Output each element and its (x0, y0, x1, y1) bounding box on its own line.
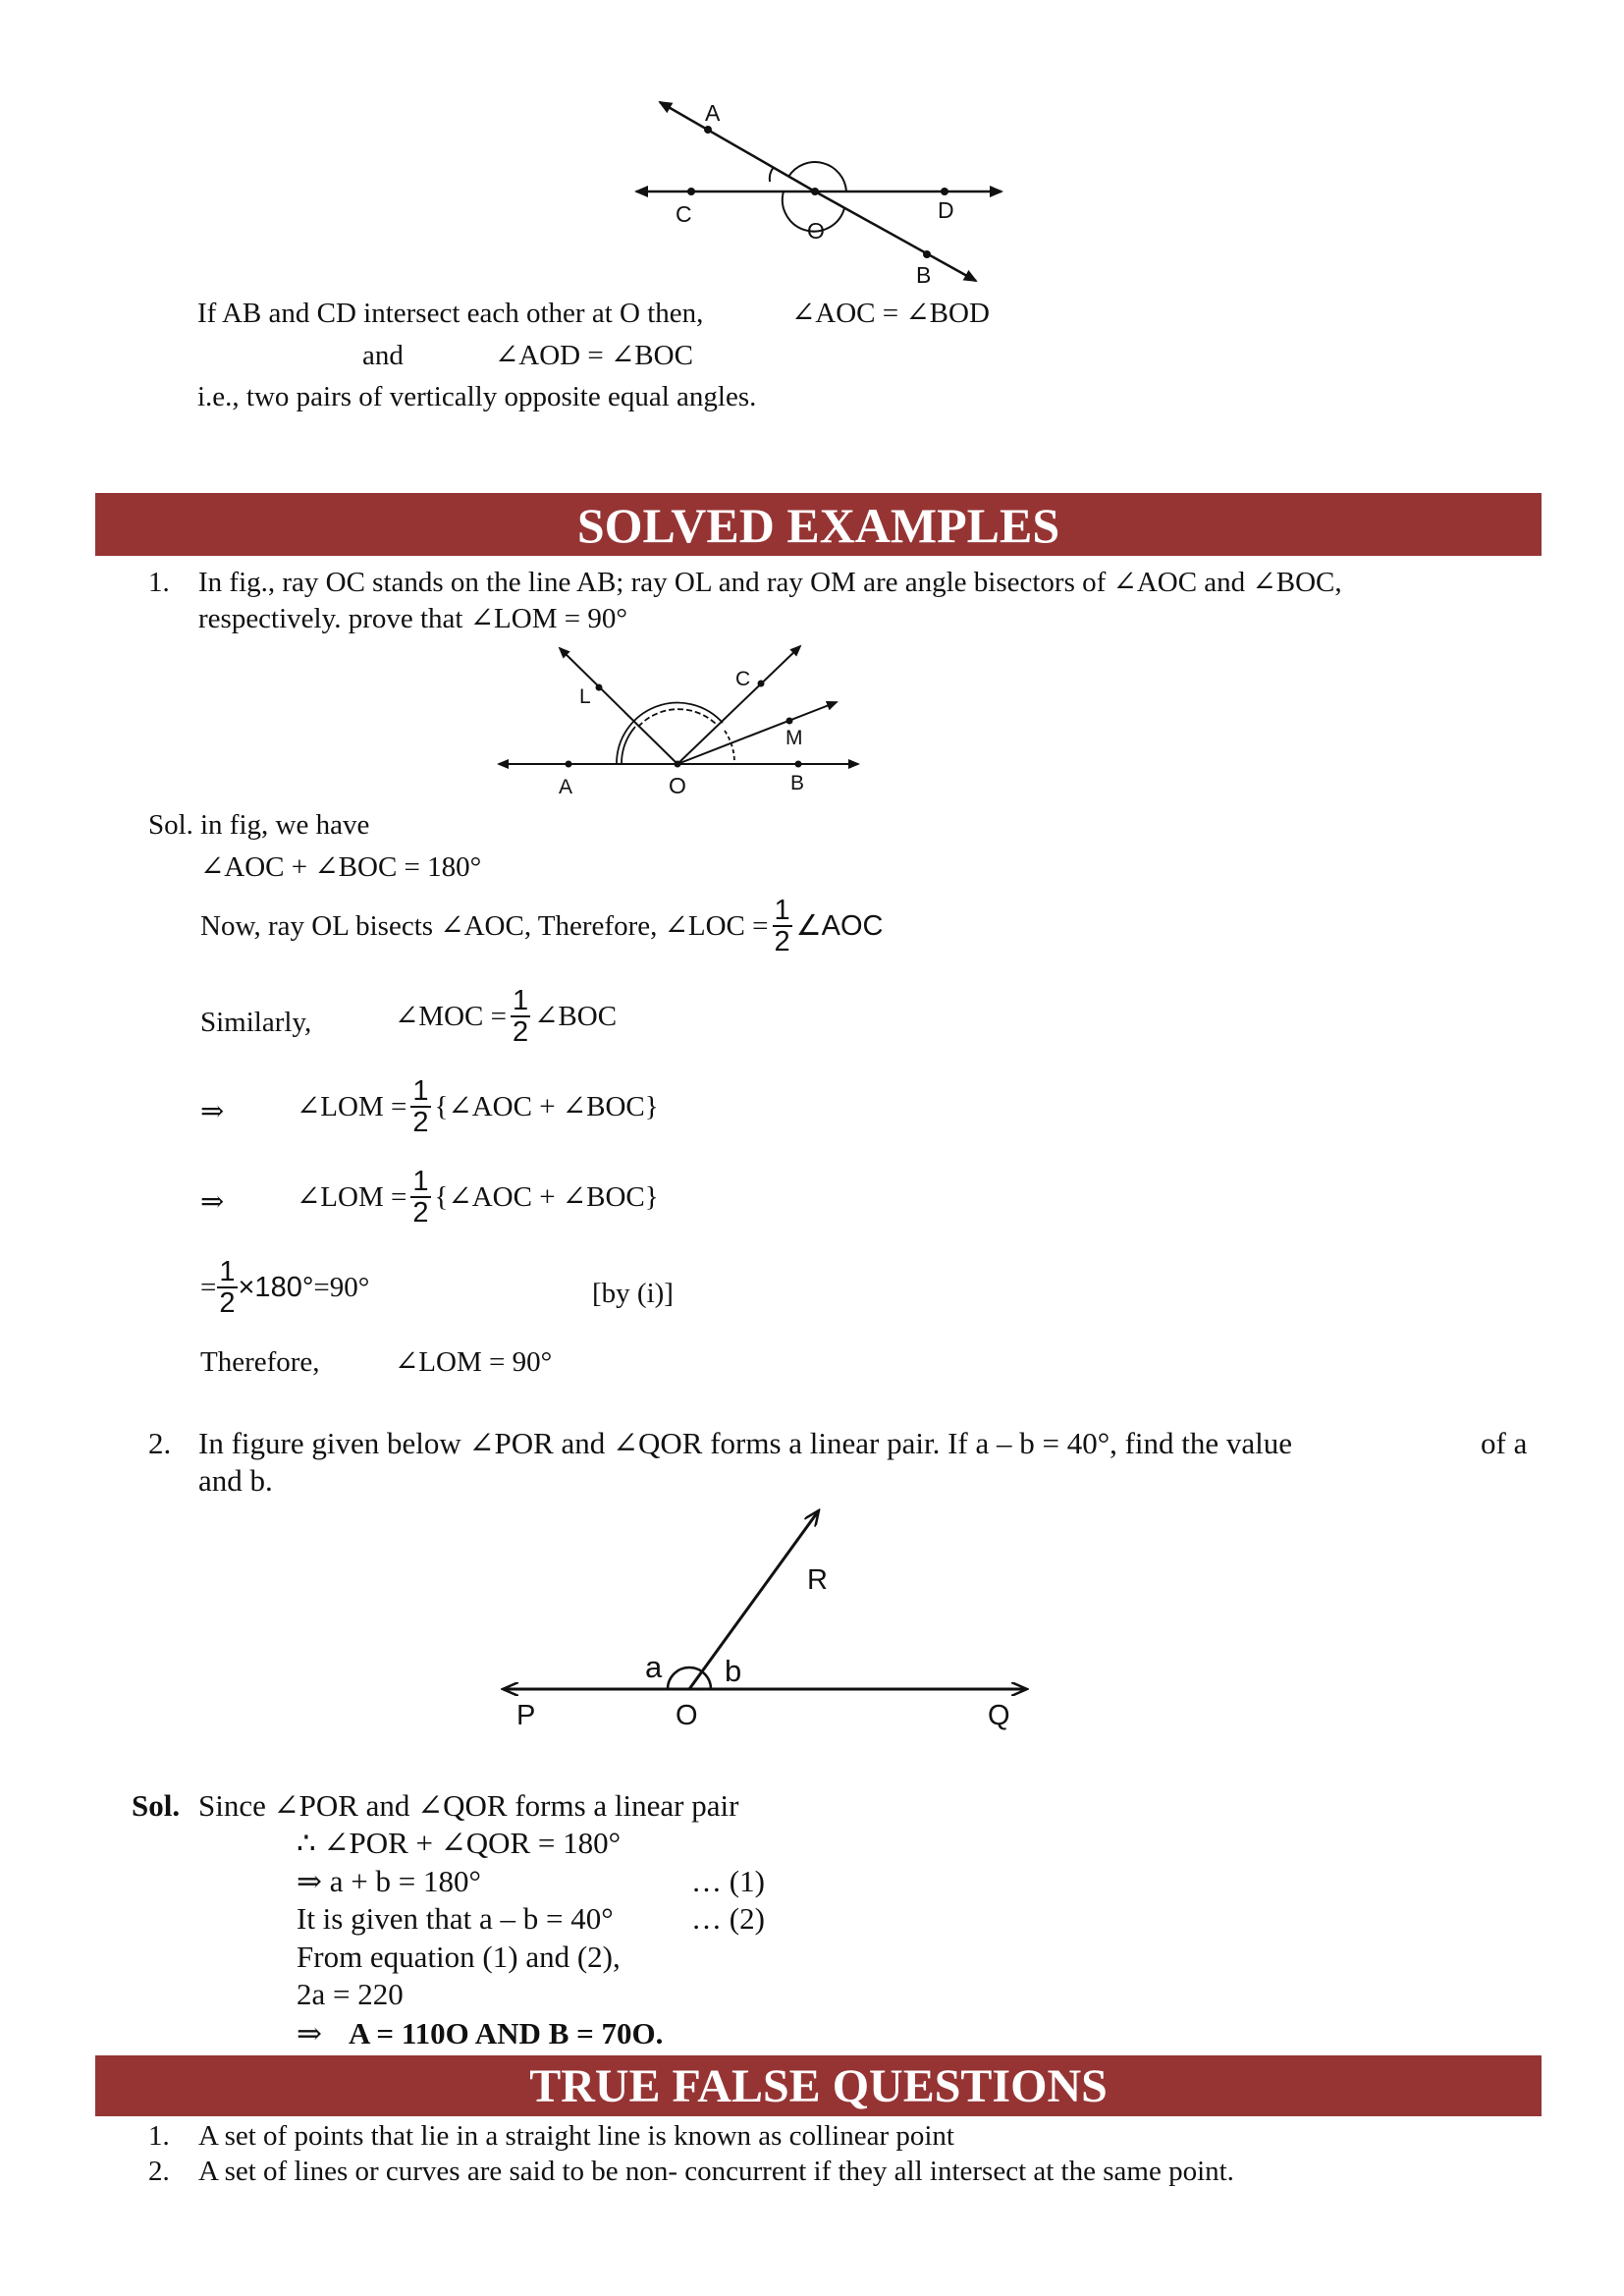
point-l (596, 684, 603, 691)
fraction-half: $\frac{1}{2}$ (412, 1075, 429, 1138)
label-r: R (807, 1564, 828, 1596)
example1-step5 (297, 1167, 659, 1228)
figure-linear-pair (0, 1493, 1624, 1748)
point-d (941, 188, 948, 195)
label-a: A (705, 100, 721, 126)
example1-step5-lhs: ∠LOM = (297, 1181, 407, 1213)
tf-item-1-num: 1. (148, 2120, 170, 2152)
point-b2 (795, 761, 802, 768)
example1-step6-eq: = (200, 1272, 217, 1303)
arc-boc (725, 731, 734, 764)
example2-text-line2: and b. (198, 1463, 273, 1498)
example1-step6-ref: [by (i)] (592, 1278, 674, 1309)
label-b: B (916, 262, 932, 288)
example1-step4-lhs: ∠LOM = (297, 1091, 407, 1122)
label-a-angle: a (645, 1650, 663, 1684)
point-o2 (675, 761, 681, 768)
figure-intersecting-lines (0, 0, 1624, 295)
label-o: O (807, 218, 825, 244)
example1-step7-eq: ∠LOM = 90° (395, 1346, 553, 1378)
label-c: C (676, 201, 692, 227)
example2-sol-label: Sol. (132, 1788, 181, 1823)
example1-step6 (200, 1257, 369, 1318)
arc-aoc-inner (622, 727, 635, 764)
example2-sol-line3: ⇒ a + b = 180° (297, 1864, 481, 1898)
label-b-angle: b (725, 1654, 742, 1688)
figure-angle-bisectors (0, 629, 1624, 825)
point-b (923, 250, 931, 258)
label-c2: C (735, 668, 751, 690)
example2-sol-line7-arrow: ⇒ (297, 2016, 322, 2050)
tf-item-1-text: A set of points that lie in a straight line is known as collinear point (198, 2120, 954, 2152)
point-c (687, 188, 695, 195)
example1-sol-intro: in fig, we have (200, 809, 370, 841)
ray-om (677, 702, 837, 764)
vertical-angles-line3: i.e., two pairs of vertically opposite equal angles. (197, 381, 757, 412)
label-o3: O (676, 1700, 698, 1731)
example1-step6-tail: ×180° (238, 1272, 314, 1303)
example2-text-line1: In figure given below ∠POR and ∠QOR forms a linear pair. If a – b = 40°, find the value (198, 1426, 1293, 1460)
vertical-angles-and: and (362, 340, 404, 371)
example1-step7: Therefore, (200, 1346, 320, 1378)
label-b2: B (790, 772, 805, 794)
label-o2: O (669, 773, 686, 798)
vertical-angles-eq1: ∠AOC = ∠BOD (791, 298, 990, 329)
example1-step5-tail: {∠AOC + ∠BOC} (434, 1181, 659, 1213)
banner-solved-examples: SOLVED EXAMPLES (95, 493, 1542, 556)
example1-text-line2: respectively. prove that ∠LOM = 90° (198, 603, 627, 634)
example2-sol-line2: ∴ ∠POR + ∠QOR = 180° (297, 1826, 622, 1860)
point-c2 (758, 681, 765, 687)
example2-sol-line1: Since ∠POR and ∠QOR forms a linear pair (198, 1788, 739, 1823)
label-m: M (785, 727, 803, 749)
angle-arc-aoc (770, 167, 774, 182)
tf-item-2-num: 2. (148, 2156, 170, 2187)
example1-step2-text: Now, ray OL bisects ∠AOC, Therefore, ∠LOC = (200, 910, 769, 942)
fraction-half: $\frac{1}{2}$ (412, 1166, 429, 1229)
fraction-half: $\frac{1}{2}$ (774, 895, 790, 957)
label-q: Q (988, 1700, 1010, 1731)
point-a2 (566, 761, 572, 768)
example2-sol-line7: A = 110O AND B = 70O. (349, 2016, 664, 2050)
banner-true-false: TRUE FALSE QUESTIONS (95, 2055, 1542, 2116)
example2-text-line1-end: of a (1481, 1426, 1528, 1460)
example1-step4-tail: {∠AOC + ∠BOC} (434, 1091, 659, 1122)
example1-step1: ∠AOC + ∠BOC = 180° (200, 851, 482, 883)
label-a2: A (559, 776, 573, 798)
example1-step3-lhs: ∠MOC = (395, 1001, 507, 1032)
label-p: P (516, 1700, 536, 1731)
example2-number: 2. (148, 1426, 172, 1460)
example1-step4-arrow: ⇒ (200, 1096, 225, 1127)
example1-step5-arrow: ⇒ (200, 1186, 225, 1218)
example1-step6-result: =90° (313, 1272, 370, 1303)
example1-step4 (297, 1076, 659, 1137)
line-ab (660, 102, 815, 191)
example1-text-line1: In fig., ray OC stands on the line AB; ray OL and ray OM are angle bisectors of ∠AOC and ∠BOC, (198, 567, 1342, 598)
point-m (786, 718, 793, 725)
example2-sol-line6: 2a = 220 (297, 1977, 404, 2011)
fraction-half: $\frac{1}{2}$ (512, 985, 529, 1048)
example2-sol-line4: It is given that a – b = 40° (297, 1901, 614, 1936)
example1-step3-eq (395, 986, 617, 1047)
tf-item-2-text: A set of lines or curves are said to be non- concurrent if they all intersect at the same point. (198, 2156, 1234, 2187)
example1-step2-tail: ∠AOC (795, 910, 884, 942)
label-l: L (579, 685, 591, 708)
example1-step3: Similarly, (200, 1007, 312, 1038)
arc-aoc (617, 703, 723, 764)
vertical-angles-eq2: ∠AOD = ∠BOC (495, 340, 693, 371)
example2-sol-line3-ref: … (1) (691, 1864, 765, 1898)
example2-sol-line5: From equation (1) and (2), (297, 1940, 621, 1974)
label-d: D (938, 197, 954, 223)
vertical-angles-line1: If AB and CD intersect each other at O then, (197, 298, 704, 329)
example1-sol-label: Sol. (148, 809, 193, 841)
point-o (811, 188, 819, 195)
ray-or (689, 1510, 819, 1689)
arc-loc (638, 709, 717, 727)
example1-number: 1. (148, 567, 170, 598)
point-a (704, 126, 712, 134)
angle-arc-aod (788, 162, 846, 191)
example2-sol-line4-ref: … (2) (691, 1901, 765, 1936)
fraction-half: $\frac{1}{2}$ (219, 1256, 236, 1319)
example1-step2 (200, 896, 883, 957)
example1-step3-tail: ∠BOC (534, 1001, 618, 1032)
